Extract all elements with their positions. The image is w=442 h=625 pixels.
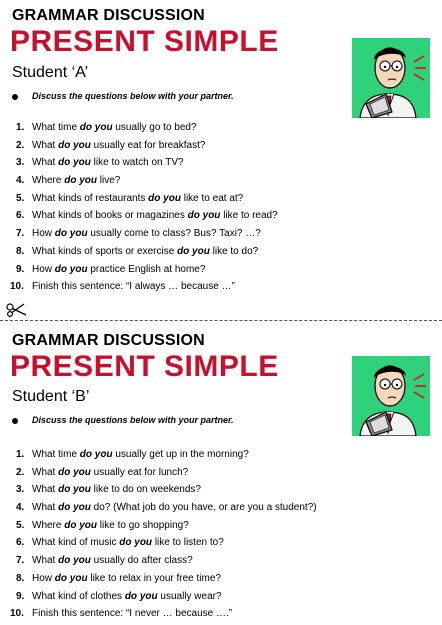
list-item: 1. What time do you usually go to bed?: [16, 122, 197, 133]
list-item: 5. What kinds of restaurants do you like to eat at?: [16, 192, 244, 204]
list-item: 8. How do you like to relax in your free time?: [16, 572, 221, 584]
page-title: PRESENT SIMPLE: [10, 25, 279, 58]
cut-line-divider: [0, 320, 442, 321]
page-title: PRESENT SIMPLE: [10, 350, 279, 383]
list-item: 4. What do you do? (What job do you have, or are you a student?): [16, 502, 317, 514]
bullet-icon: [12, 418, 18, 424]
list-item: 2. What do you usually eat for breakfast?: [16, 139, 206, 151]
list-item: 7. What do you usually do after class?: [16, 555, 193, 567]
instruction-line: [12, 91, 234, 101]
list-item: 2. What do you usually eat for lunch?: [16, 466, 189, 478]
list-item: 10. Finish this sentence: “I never … because ….”: [10, 608, 233, 620]
list-item: 10. Finish this sentence: “I always … because …”: [10, 281, 235, 293]
list-item: 7. How do you usually come to class? Bus? Taxi? …?: [16, 228, 261, 240]
man-reading-tablet-icon: [352, 38, 430, 118]
list-item: 3. What do you like to do on weekends?: [16, 484, 201, 496]
section-heading: GRAMMAR DISCUSSION: [12, 7, 205, 24]
student-label: Student ‘A’: [12, 64, 89, 81]
list-item: 3. What do you like to watch on TV?: [16, 157, 184, 169]
scissors-icon: [6, 303, 28, 317]
instruction-text: Discuss the questions below with your partner.: [32, 415, 234, 425]
question-list: [10, 446, 317, 623]
instruction-line: [12, 415, 234, 425]
worksheet-section-b: [0, 326, 442, 625]
list-item: 6. What kind of music do you like to listen to?: [16, 537, 224, 549]
list-item: 8. What kinds of sports or exercise do you like to do?: [16, 245, 259, 257]
instruction-text: Discuss the questions below with your partner.: [32, 91, 234, 101]
list-item: 1. What time do you usually get up in the morning?: [16, 449, 249, 460]
man-reading-tablet-icon: [352, 356, 430, 436]
list-item: 9. What kind of clothes do you usually wear?: [16, 590, 222, 602]
bullet-icon: [12, 94, 18, 100]
list-item: 9. How do you practice English at home?: [16, 263, 206, 275]
question-list: [10, 119, 278, 296]
student-label: Student ‘B’: [12, 388, 90, 405]
section-heading: GRAMMAR DISCUSSION: [12, 332, 205, 349]
list-item: 5. Where do you like to go shopping?: [16, 519, 189, 531]
list-item: 4. Where do you live?: [16, 175, 121, 187]
list-item: 6. What kinds of books or magazines do you like to read?: [16, 210, 278, 222]
